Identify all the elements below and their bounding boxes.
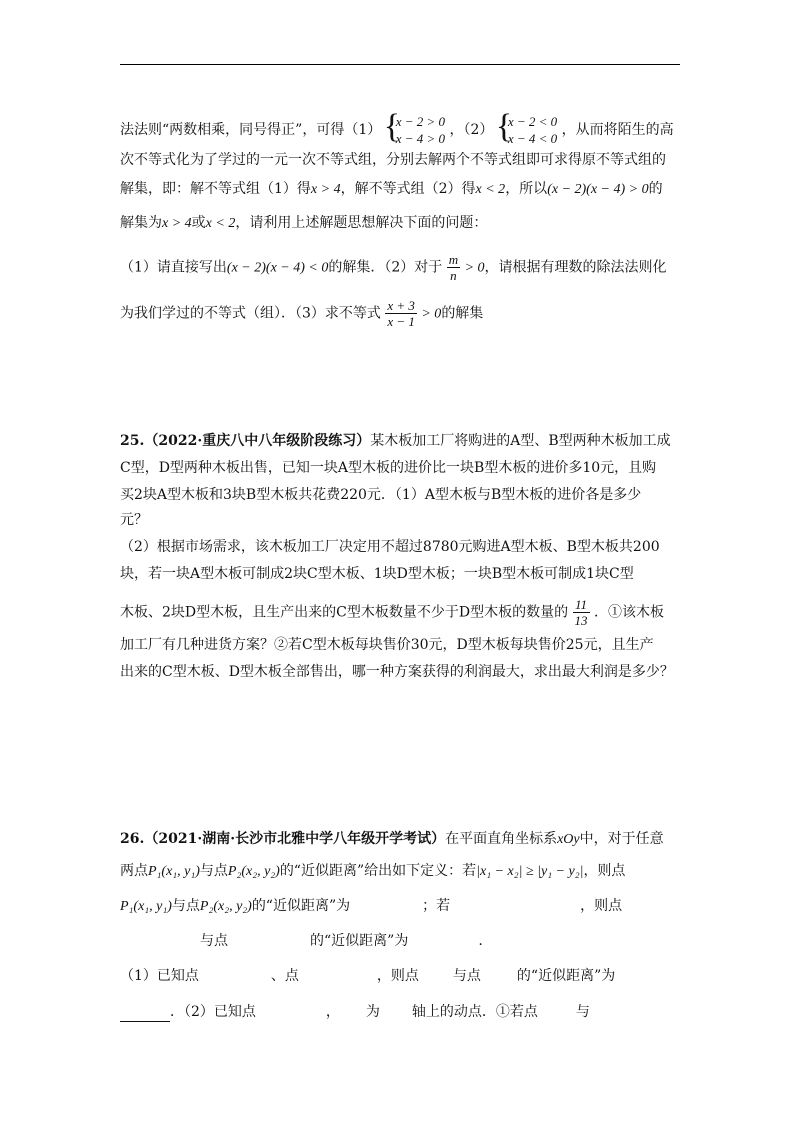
q24-line-1: 法法则“两数相乘，同号得正”，可得（1） { x − 2 > 0 x − 4 > 0 ，（2） { x − 2 < 0 x − 4 < 0 ，从而将陌生的高: [120, 113, 674, 147]
question-source: （2022·重庆八中八年级阶段练习）: [144, 433, 371, 449]
q26-line-2: 两点P₁(x₁, y₁)与点P₂(x₂, y₂)的“近似距离”给出如下定义：若|x₁ − x₂| ≥ |y₁ − y₂|，则点: [120, 863, 626, 879]
inequality-system-1: { x − 2 > 0 x − 4 > 0: [386, 113, 445, 147]
q25-line-4: 元？: [120, 512, 148, 528]
fraction-m-over-n: $\frac{m}{n}$: [448, 252, 459, 283]
q26-line-4: 与点 的“近似距离”为 .: [200, 933, 483, 949]
q24-line-6: 为我们学过的不等式（组）．（3）求不等式 $\frac{x + 3}{x - 1}$ > 0的解集: [120, 298, 484, 329]
header-rule: [120, 64, 680, 65]
q25-line-6: 块，若一块A型木板可制成2块C型木板、1块D型木板；一块B型木板可制成1块C型: [120, 566, 634, 582]
q24-line-2: 次不等式化为了学过的一元一次不等式组，分别去解两个不等式组即可求得原不等式组的: [120, 152, 666, 168]
fraction-x-plus-3-over-x-minus-1: $\frac{x + 3}{x - 1}$: [387, 298, 415, 329]
q26-line-5: （1）已知点 、点 ，则点 与点 的“近似距离”为: [120, 968, 616, 984]
q25-line-7: 木板、2块D型木板，且生产出来的C型木板数量不少于D型木板的数量的 $\frac{11}{13}$ ．①该木板: [120, 597, 664, 628]
q25-line-3: 买2块A型木板和3块B型木板共花费220元．（1）A型木板与B型木板的进价各是多少: [120, 487, 642, 503]
inequality-system-2: { x − 2 < 0 x − 4 < 0: [498, 113, 557, 147]
q24-line-4: 解集为x > 4或x < 2，请利用上述解题思想解决下面的问题：: [120, 215, 488, 231]
q25-line-5: （2）根据市场需求，该木板加工厂决定用不超过8780元购进A型木板、B型木板共200: [120, 539, 660, 555]
question-number: 26.: [120, 831, 145, 847]
q25-line-9: 出来的C型木板、D型木板全部售出，哪一种方案获得的利润最大，求出最大利润是多少？: [120, 664, 674, 680]
q26-line-1: 26.（2021·湖南·长沙市北雅中学八年级开学考试）在平面直角坐标系xOy中，对于任意: [120, 831, 664, 847]
q24-line-3: 解集，即：解不等式组（1）得x > 4，解不等式组（2）得x < 2，所以(x − 2)(x − 4) > 0的: [120, 181, 663, 197]
q26-line-6: ．（2）已知点 ， 为 轴上的动点．①若点 与: [120, 1002, 590, 1022]
q25-line-1: 25.（2022·重庆八中八年级阶段练习）某木板加工厂将购进的A型、B型两种木板加工成: [120, 433, 671, 449]
fraction-11-over-13: $\frac{11}{13}$: [574, 597, 588, 628]
q24-line-5: （1）请直接写出(x − 2)(x − 4) < 0的解集．（2）对于 $\frac{m}{n}$ > 0，请根据有理数的除法法则化: [120, 252, 667, 283]
q25-line-8: 加工厂有几种进货方案？②若C型木板每块售价30元，D型木板每块售价25元，且生产: [120, 637, 654, 653]
question-number: 25.: [120, 433, 145, 449]
q25-line-2: C型，D型两种木板出售，已知一块A型木板的进价比一块B型木板的进价多10元，且购: [120, 460, 657, 476]
question-source: （2021·湖南·长沙市北雅中学八年级开学考试）: [144, 831, 446, 847]
q26-line-3: P₁(x₁, y₁)与点P₂(x₂, y₂)的“近似距离”为 ；若 ，则点: [120, 898, 623, 914]
answer-blank[interactable]: [120, 1007, 170, 1022]
